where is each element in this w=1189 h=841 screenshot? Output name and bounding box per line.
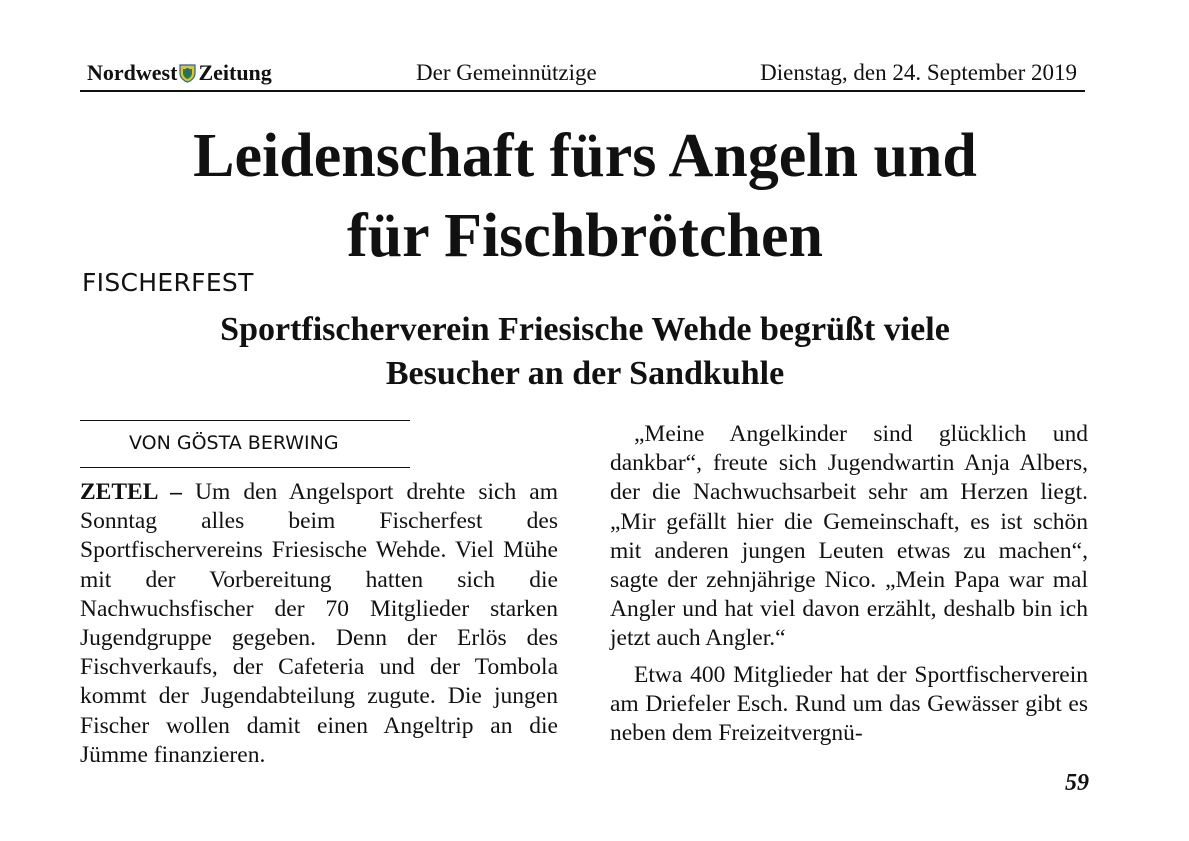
issue-date: Dienstag, den 24. September 2019 <box>760 60 1077 85</box>
dateline: ZETEL – <box>80 479 182 505</box>
coat-of-arms-icon <box>179 64 196 83</box>
page-number: 59 <box>1065 770 1089 796</box>
byline-box <box>80 420 410 468</box>
masthead-left: Nordwest <box>87 60 178 85</box>
byline: VON GÖSTA BERWING <box>129 432 339 454</box>
paragraph-1-text: Um den Angelsport drehte sich am Sonntag alles beim Fischerfest des Sportfischervereins Friesische Wehde. Viel Mühe mit der Vorbereitung hatten sich die Nachwuchsfischer der 70 Mitglieder starken Jugendgruppe gegeben. Denn der Erlös des Fischverkaufs, der Cafeteria und der Tombola kommt der Jugendabteilung zugute. Die jungen Fischer wollen damit einen Angeltrip an die Jümme finanzieren. <box>80 479 558 768</box>
kicker: FISCHERFEST <box>82 268 254 297</box>
subheadline-line-1: Sportfischerverein Friesische Wehde begrüßt viele <box>220 311 950 348</box>
headline-line-1: Leidenschaft fürs Angeln und <box>193 122 977 190</box>
page-header <box>80 56 1085 92</box>
article-paragraph-3: Etwa 400 Mitglieder hat der Sportfischerverein am Driefeler Esch. Rund um das Gewässer gibt es neben dem Freizeitvergnü- <box>610 661 1088 747</box>
article-paragraph-1 <box>80 478 558 770</box>
masthead <box>87 60 272 86</box>
subheadline <box>60 308 1110 396</box>
section-name: Der Gemeinnützige <box>416 60 597 85</box>
article-paragraph-2: „Meine Angelkinder sind glücklich und dankbar“, freute sich Jugendwartin Anja Albers, der die Nachwuchsarbeit sehr am Herzen liegt. „Mir gefällt hier die Gemeinschaft, es ist schön mit anderen jungen Leuten etwas zu machen“, sagte der zehnjährige Nico. „Mein Papa war mal Angler und hat viel davon erzählt, deshalb bin ich jetzt auch Angler.“ <box>610 421 1088 652</box>
article-column-right <box>610 420 1088 748</box>
subheadline-line-2: Besucher an der Sandkuhle <box>385 355 785 392</box>
masthead-right: Zeitung <box>198 60 272 85</box>
article-column-left <box>80 478 558 770</box>
headline-line-2: für Fischbrötchen <box>347 202 823 270</box>
headline <box>60 116 1110 276</box>
